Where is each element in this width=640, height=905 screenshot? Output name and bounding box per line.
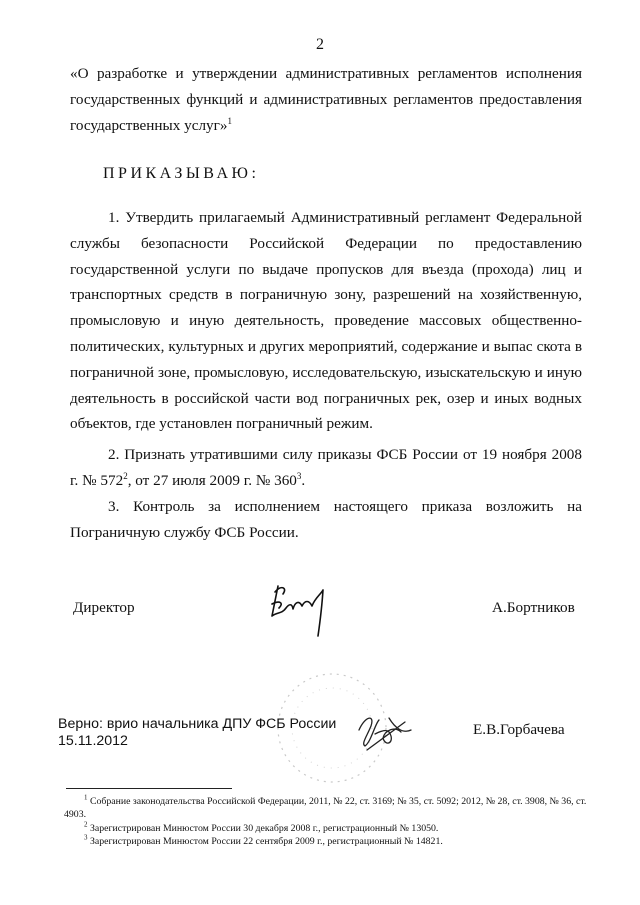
footnote-number: 1: [84, 793, 88, 802]
certification-block: [58, 716, 336, 750]
intro-text: «О разработке и утверждении административных регламентов исполнения государственных функций и административных регламентов предоставления государственных услуг»: [70, 65, 582, 134]
footnote-2: [84, 822, 599, 835]
signatory-name: А.Бортников: [492, 599, 575, 616]
footnote-ref: 1: [227, 115, 232, 126]
order-item-2-text-end: .: [301, 471, 306, 489]
order-item-3: 3. Контроль за исполнением настоящего приказа возложить на Пограничную службу ФСБ России.: [70, 498, 582, 541]
footnote-3: [84, 835, 599, 848]
order-item-1: 1. Утвердить прилагаемый Административный регламент Федеральной службы безопасности Российской Федерации по предоставлению государственной услуги по выдаче пропусков для въезда (прохода) лиц и транспортных средств в пограничную зону, разрешений на хозяйственную, промысловую и иную деятельность, проведение массовых общественно-политических, культурных и других мероприятий, содержание и выпас скота в пограничной зоне, промысловую, исследовательскую, изыскательскую и иную деятельность в российской части вод пограничных рек, озер и иных водных объектов, где установлен пограничный режим.: [70, 209, 582, 433]
footnote-ref: 3: [296, 470, 302, 481]
certifier-signature: [345, 706, 425, 756]
order-item-2-text: 2. Признать утратившими силу приказы ФСБ России от 19 ноября 2008 г. № 572: [70, 446, 582, 489]
footnote-text: Зарегистрирован Минюстом России 30 декабря 2008 г., регистрационный № 13050.: [89, 822, 439, 834]
footnote-number: 2: [84, 820, 88, 829]
page-number: 2: [316, 36, 324, 53]
signatory-title: Директор: [73, 599, 135, 616]
director-signature: [262, 578, 342, 640]
footnote-text: Собрание законодательства Российской Федерации, 2011, № 22, ст. 3169; № 35, ст. 5092; 2012, № 28, ст. 3908, № 36, ст. 4903.: [64, 796, 587, 821]
footnote-number: 3: [84, 833, 88, 842]
order-heading: ПРИКАЗЫВАЮ:: [103, 165, 260, 182]
footnote-1: [64, 795, 599, 822]
certifier-name: Е.В.Горбачева: [473, 721, 565, 738]
certification-line: Верно: врио начальника ДПУ ФСБ России: [58, 716, 337, 732]
footnote-divider: [66, 788, 232, 789]
certification-date: 15.11.2012: [58, 733, 128, 749]
footnote-text: Зарегистрирован Минюстом России 22 сентября 2009 г., регистрационный № 14821.: [89, 836, 443, 848]
footnotes: [64, 793, 599, 849]
footnote-ref: 2: [123, 470, 128, 481]
order-item-2: [70, 442, 582, 494]
intro-paragraph: [70, 61, 582, 138]
order-item-2-text-cont: , от 27 июля 2009 г. № 360: [127, 471, 297, 489]
